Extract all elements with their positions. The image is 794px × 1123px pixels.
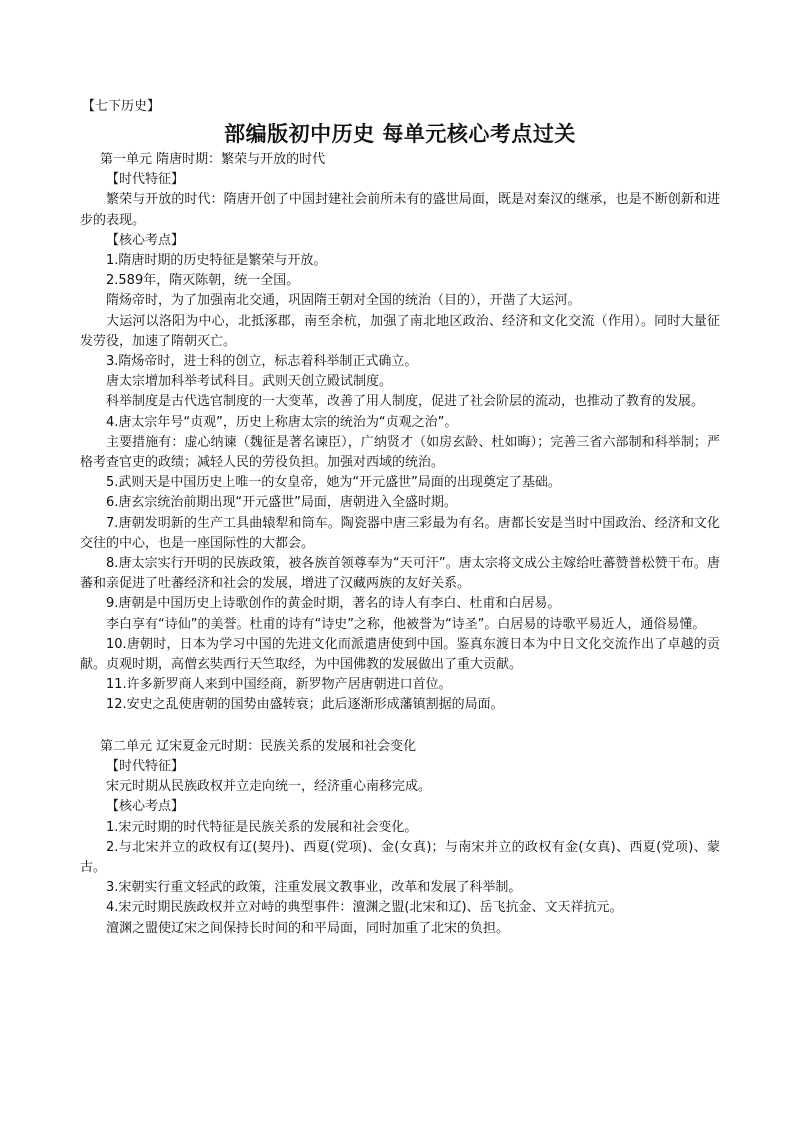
unit-1-point: 7.唐朝发明新的生产工具曲辕犁和筒车。陶瓷器中唐三彩最为有名。唐都长安是当时中国政治、经济和文化交往的中心，也是一座国际性的大都会。 — [80, 515, 720, 551]
unit-1-point: 9.唐朝是中国历史上诗歌创作的黄金时期，著名的诗人有李白、杜甫和白居易。 — [106, 596, 561, 612]
unit-1-feature-text: 繁荣与开放的时代：隋唐开创了中国封建社会前所未有的盛世局面，既是对秦汉的继承，也是不断创新和进步的表现。 — [80, 192, 720, 228]
unit-2-point: 1.宋元时期的时代特征是民族关系的发展和社会变化。 — [106, 819, 418, 835]
unit-1-heading: 第一单元 隋唐时期：繁荣与开放的时代 — [100, 152, 326, 167]
unit-2-point: 4.宋元时期民族政权并立对峙的典型事件：澶渊之盟(北宋和辽)、岳飞抗金、文天祥抗元。 — [106, 900, 623, 916]
unit-1-point: 科举制度是古代选官制度的一大变革，改善了用人制度，促进了社会阶层的流动，也推动了教育的发展。 — [106, 394, 705, 410]
unit-1-point: 隋炀帝时，为了加强南北交通，巩固隋王朝对全国的统治（目的），开凿了大运河。 — [106, 293, 581, 309]
unit-1-point: 6.唐玄宗统治前期出现“开元盛世”局面，唐朝进入全盛时期。 — [106, 495, 457, 511]
unit-1-point: 主要措施有：虚心纳谏（魏征是著名谏臣），广纳贤才（如房玄龄、杜如晦）；完善三省六部制和科举制；严格考查官吏的政绩；减轻人民的劳役负担。加强对西域的统治。 — [80, 434, 720, 471]
unit-1-point: 11.许多新罗商人来到中国经商，新罗物产居唐朝进口首位。 — [106, 677, 452, 693]
unit-1-point: 5.武则天是中国历史上唯一的女皇帝，她为“开元盛世”局面的出现奠定了基础。 — [106, 475, 561, 491]
unit-2-point: 2.与北宋并立的政权有辽(契丹)、西夏(党项)、金(女真)；与南宋并立的政权有金(女真)、西夏(党项)、蒙古。 — [80, 839, 720, 875]
unit-1-point: 4.唐太宗年号“贞观”，历史上称唐太宗的统治为“贞观之治”。 — [106, 414, 458, 430]
section-spacer — [80, 716, 720, 737]
unit-1-point: 12.安史之乱使唐朝的国势由盛转衰；此后逐渐形成藩镇割据的局面。 — [106, 697, 504, 713]
subject-tag: 【七下历史】 — [82, 99, 161, 114]
unit-2-point: 3.宋朝实行重文轻武的政策，注重发展文教事业，改革和发展了科举制。 — [106, 880, 522, 896]
unit-1-point: 8.唐太宗实行开明的民族政策，被各族首领尊奉为“天可汗”。唐太宗将文成公主嫁给吐蕃赞普松赞干布。唐蕃和亲促进了吐蕃经济和社会的发展，增进了汉藏两族的友好关系。 — [80, 556, 720, 592]
unit-1-point: 10.唐朝时，日本为学习中国的先进文化而派遣唐使到中国。鉴真东渡日本为中日文化交流作出了卓越的贡献。贞观时期，高僧玄奘西行天竺取经，为中国佛教的发展做出了重大贡献。 — [80, 636, 720, 673]
unit-1-core-label: 【核心考点】 — [106, 232, 185, 248]
document-page — [80, 98, 720, 939]
unit-2-heading: 第二单元 辽宋夏金元时期：民族关系的发展和社会变化 — [100, 738, 417, 754]
page-title: 部编版初中历史 每单元核心考点过关 — [224, 122, 576, 146]
unit-1-feature-label: 【时代特征】 — [106, 172, 185, 188]
unit-1-point: 3.隋炀帝时，进士科的创立，标志着科举制正式确立。 — [106, 354, 418, 370]
unit-1-section — [80, 150, 720, 716]
unit-1-point: 李白享有“诗仙”的美誉。杜甫的诗有“诗史”之称，他被誉为“诗圣”。白居易的诗歌平易近人，通俗易懂。 — [106, 616, 706, 632]
unit-1-point: 1.隋唐时期的历史特征是繁荣与开放。 — [106, 253, 327, 269]
unit-1-point: 唐太宗增加科举考试科目。武则天创立殿试制度。 — [106, 374, 393, 390]
unit-2-section — [80, 737, 720, 939]
unit-1-point: 大运河以洛阳为中心，北抵涿郡，南至余杭，加强了南北地区政治、经济和文化交流（作用）。同时大量征发劳役，加速了隋朝灭亡。 — [80, 313, 720, 349]
unit-2-feature-text: 宋元时期从民族政权并立走向统一，经济重心南移完成。 — [106, 779, 432, 795]
unit-1-point: 2.589年，隋灭陈朝，统一全国。 — [106, 273, 300, 289]
unit-2-point: 澶渊之盟使辽宋之间保持长时间的和平局面，同时加重了北宋的负担。 — [106, 920, 510, 936]
unit-2-feature-label: 【时代特征】 — [106, 758, 185, 774]
unit-2-core-label: 【核心考点】 — [106, 799, 185, 815]
